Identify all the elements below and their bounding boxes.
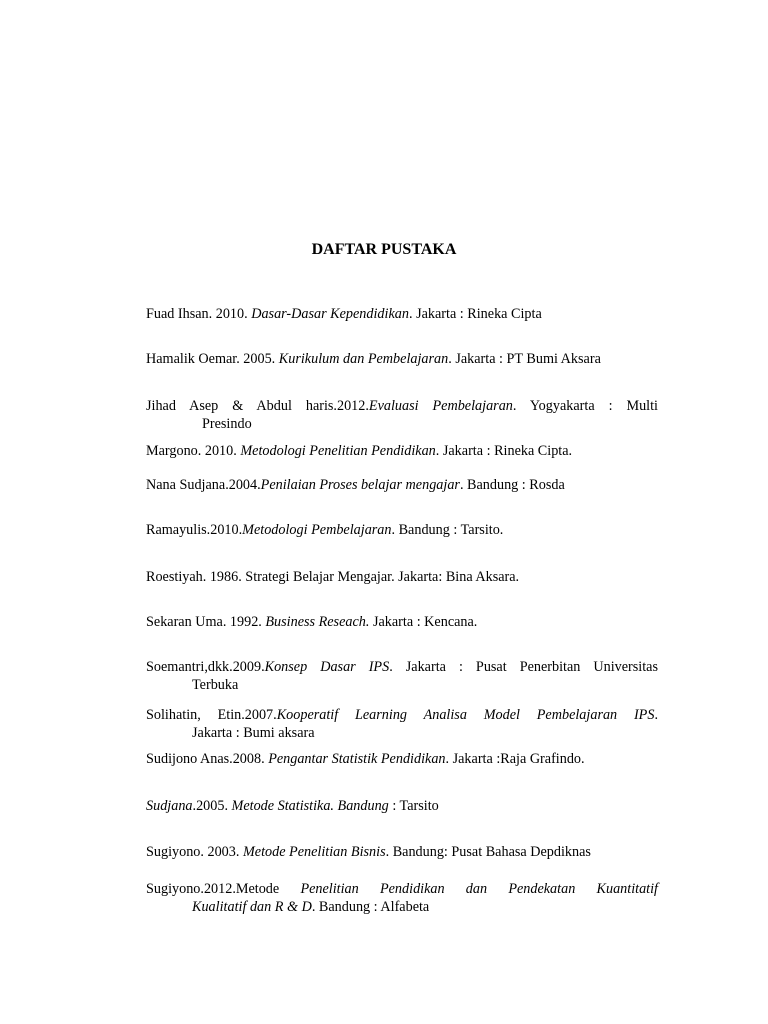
reference-entry: Soemantri,dkk.2009.Konsep Dasar IPS. Jakarta : Pusat Penerbitan Universitas Terbuka [146,659,658,693]
reference-entry: Sugiyono.2012.Metode Penelitian Pendidikan dan Pendekatan Kuantitatif Kualitatif dan R & D. Bandung : Alfabeta [146,881,658,915]
reference-entry: Roestiyah. 1986. Strategi Belajar Mengajar. Jakarta: Bina Aksara. [146,569,520,585]
reference-entry: Solihatin, Etin.2007.Kooperatif Learning Analisa Model Pembelajaran IPS. Jakarta : Bumi aksara [146,707,658,741]
reference-entry: Sudjana.2005. Metode Statistika. Bandung : Tarsito [146,798,439,814]
reference-entry: Hamalik Oemar. 2005. Kurikulum dan Pembelajaran. Jakarta : PT Bumi Aksara [146,351,601,367]
reference-entry: Nana Sudjana.2004.Penilaian Proses belajar mengajar. Bandung : Rosda [146,477,565,493]
reference-entry: Ramayulis.2010.Metodologi Pembelajaran. Bandung : Tarsito. [146,522,504,538]
reference-entry: Jihad Asep & Abdul haris.2012.Evaluasi Pembelajaran. Yogyakarta : Multi Presindo [146,398,658,432]
page-title: DAFTAR PUSTAKA [311,241,457,258]
reference-entry: Sekaran Uma. 1992. Business Reseach. Jakarta : Kencana. [146,614,478,630]
reference-entry: Margono. 2010. Metodologi Penelitian Pendidikan. Jakarta : Rineka Cipta. [146,443,573,459]
reference-entry: Sudijono Anas.2008. Pengantar Statistik Pendidikan. Jakarta :Raja Grafindo. [146,751,585,767]
reference-entry: Fuad Ihsan. 2010. Dasar-Dasar Kependidikan. Jakarta : Rineka Cipta [146,306,542,322]
reference-entry: Sugiyono. 2003. Metode Penelitian Bisnis. Bandung: Pusat Bahasa Depdiknas [146,844,591,860]
